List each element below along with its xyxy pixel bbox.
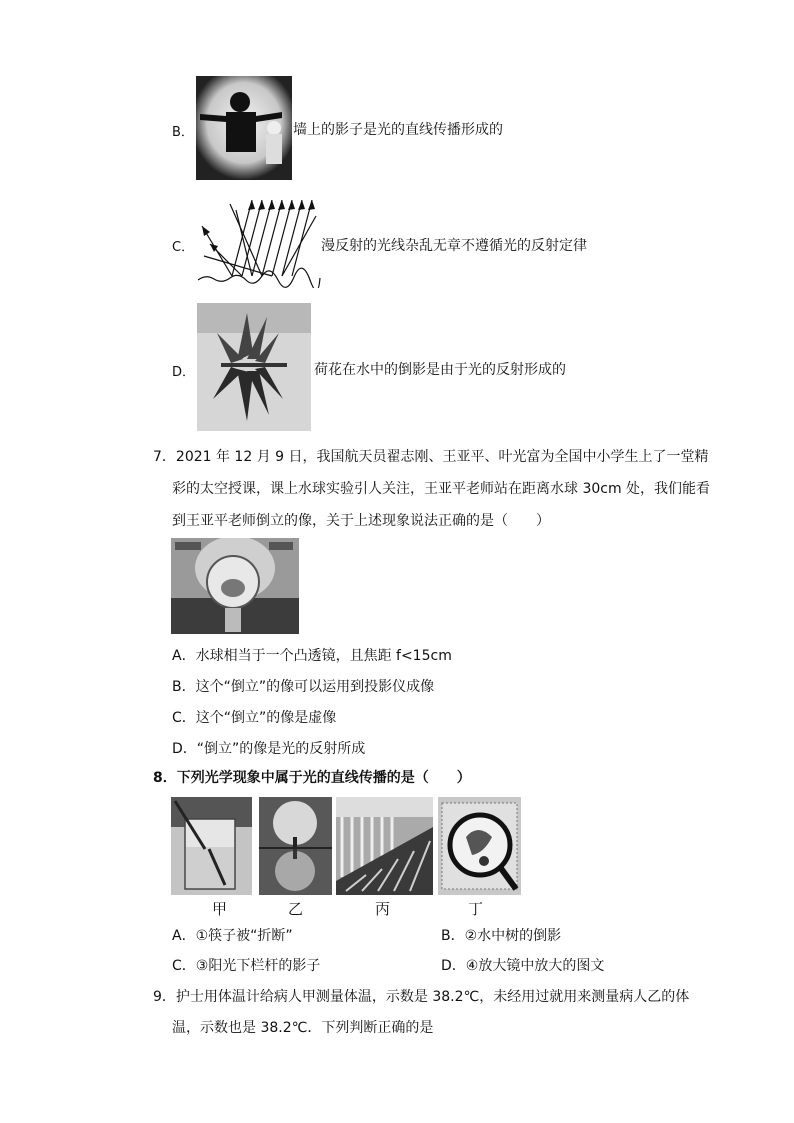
water-ball-photo xyxy=(171,538,299,634)
option-c-text: 漫反射的光线杂乱无章不遵循光的反射定律 xyxy=(321,238,587,254)
tree-reflection-photo xyxy=(259,797,332,895)
q8-option-d: D．④放大镜中放大的图文 xyxy=(441,958,605,974)
caption-ding: 丁 xyxy=(468,900,484,918)
q8-option-c: C．③阳光下栏杆的影子 xyxy=(172,958,321,974)
q7-option-c: C．这个“倒立”的像是虚像 xyxy=(172,710,337,726)
option-b-letter: B． xyxy=(172,125,194,140)
railing-shadow-photo xyxy=(336,797,433,895)
shadow-photo xyxy=(196,76,292,180)
option-c-letter: C． xyxy=(172,240,195,255)
q7-option-a: A．水球相当于一个凸透镜，且焦距 f<15cm xyxy=(172,648,452,664)
caption-bing: 丙 xyxy=(375,900,391,918)
q9-line1: 9．护士用体温计给病人甲测量体温，示数是 38.2℃，未经用过就用来测量病人乙的体 xyxy=(153,989,690,1005)
option-d-letter: D． xyxy=(172,365,196,380)
option-d-text: 荷花在水中的倒影是由于光的反射形成的 xyxy=(314,362,566,378)
lotus-reflection-photo xyxy=(197,303,311,431)
q8-option-a: A．①筷子被“折断” xyxy=(172,928,293,944)
diffuse-reflection-diagram xyxy=(196,196,322,288)
option-b-text: 墙上的影子是光的直线传播形成的 xyxy=(293,122,503,138)
q9-line2: 温，示数也是 38.2℃．下列判断正确的是 xyxy=(172,1020,434,1036)
q7-line2: 彩的太空授课，课上水球实验引人关注，王亚平老师站在距离水球 30cm 处，我们能看 xyxy=(172,481,711,497)
caption-jia: 甲 xyxy=(212,900,228,918)
chopsticks-glass-photo xyxy=(171,797,252,895)
q7-option-b: B．这个“倒立”的像可以运用到投影仪成像 xyxy=(172,679,435,695)
q7-line3: 到王亚平老师倒立的像，关于上述现象说法正确的是（ ） xyxy=(172,513,550,529)
q7-line1: 7．2021 年 12 月 9 日，我国航天员翟志刚、王亚平、叶光富为全国中小学生上了一堂精 xyxy=(153,449,709,465)
q8-option-b: B．②水中树的倒影 xyxy=(441,928,562,944)
q7-option-d: D．“倒立”的像是光的反射所成 xyxy=(172,741,366,757)
q8-stem: 8．下列光学现象中属于光的直线传播的是（ ） xyxy=(153,770,471,786)
magnifier-stamp-photo xyxy=(438,797,521,895)
caption-yi: 乙 xyxy=(288,900,304,918)
